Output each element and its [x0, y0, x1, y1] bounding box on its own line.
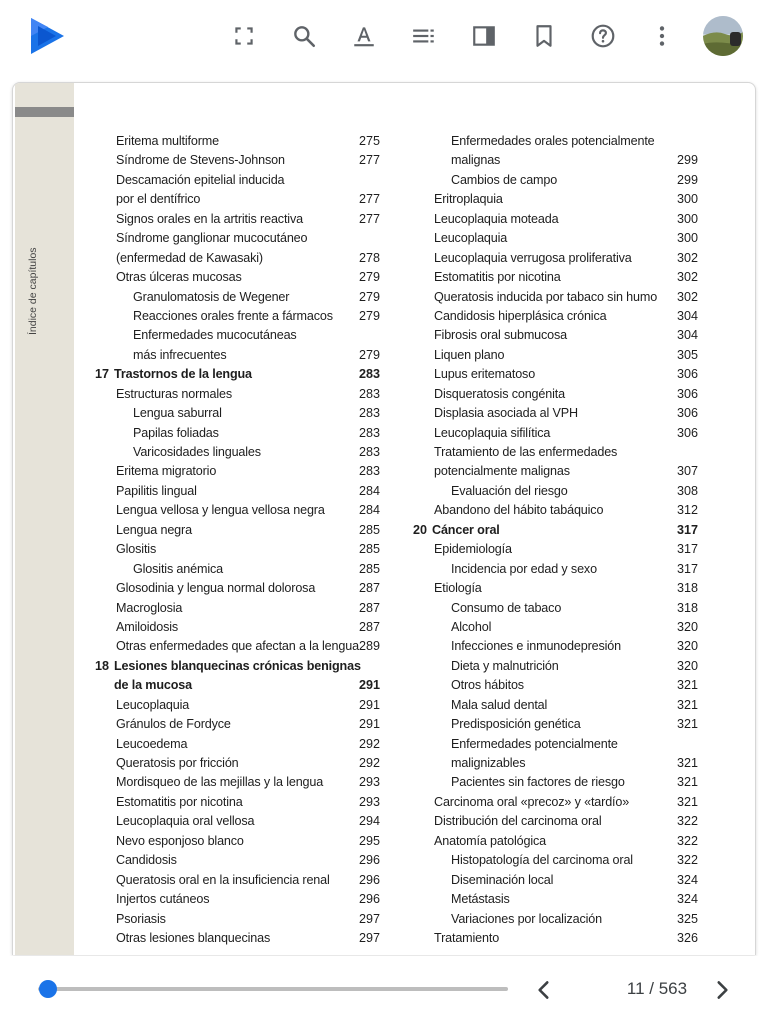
- toc-entry[interactable]: [95, 832, 380, 851]
- toc-entry[interactable]: [413, 249, 698, 268]
- toc-entry[interactable]: [413, 501, 698, 520]
- toc-entry-title: Cáncer oral: [432, 522, 500, 537]
- toc-entry-page: 317: [676, 561, 698, 576]
- text-format-icon: [351, 23, 377, 49]
- toc-entry-title: más infrecuentes: [133, 347, 227, 362]
- toc-entry-page: 321: [676, 794, 698, 809]
- toc-entry-title: Gránulos de Fordyce: [116, 717, 231, 732]
- toc-entry-page: 308: [676, 483, 698, 498]
- toc-entry-page: 284: [358, 483, 380, 498]
- toc-entry-page: 279: [358, 289, 380, 304]
- toc-entry-page: 297: [358, 930, 380, 945]
- toc-entry-page: 296: [358, 853, 380, 868]
- toc-entry-title: Evaluación del riesgo: [451, 483, 568, 498]
- toc-entry-title: Lengua vellosa y lengua vellosa negra: [116, 503, 325, 518]
- toc-entry[interactable]: [413, 424, 698, 443]
- toc-entry[interactable]: [95, 579, 380, 598]
- toc-entry-page: 321: [676, 775, 698, 790]
- toc-entry[interactable]: [95, 326, 380, 345]
- toc-entry-page: 283: [358, 406, 380, 421]
- more-vert-icon: [649, 23, 675, 49]
- toc-entry-title: Queratosis inducida por tabaco sin humo: [434, 289, 658, 304]
- toc-entry-title: Leucoedema: [116, 736, 188, 751]
- toc-entry[interactable]: [413, 871, 698, 890]
- bookmark-icon: [531, 23, 557, 49]
- toc-entry-title: malignizables: [451, 756, 526, 770]
- toc-entry-page: 292: [358, 736, 380, 751]
- toc-entry-page: 291: [358, 717, 380, 732]
- toc-entry[interactable]: [95, 210, 380, 229]
- toc-entry[interactable]: [95, 871, 380, 890]
- toc-chapter-number: 17: [95, 367, 110, 382]
- toc-entry-title: Disqueratosis congénita: [434, 386, 565, 401]
- toc-entry[interactable]: [413, 404, 698, 423]
- toc-entry[interactable]: [95, 929, 380, 948]
- toc-entry-title: Variaciones por localización: [451, 911, 602, 926]
- toc-entry[interactable]: [413, 715, 698, 734]
- toc-entry[interactable]: [95, 618, 380, 637]
- toc-entry-title: Glositis: [116, 542, 157, 557]
- toc-entry-title: Tratamiento: [434, 930, 500, 945]
- toc-entry-page: 279: [358, 308, 380, 323]
- toc-entry-title: Leucoplaquia verrugosa proliferativa: [434, 250, 632, 265]
- toc-entry-page: 305: [676, 347, 698, 362]
- toc-entry-page: 321: [676, 678, 698, 693]
- toc-entry[interactable]: [413, 346, 698, 365]
- toc-entry[interactable]: [413, 851, 698, 870]
- toc-entry-title: Histopatología del carcinoma oral: [451, 853, 633, 868]
- toc-entry-page: 287: [358, 600, 380, 615]
- toc-entry-title: Liquen plano: [434, 347, 505, 362]
- toc-entry[interactable]: [95, 307, 380, 326]
- toc-entry-title: Enfermedades orales potencialmente: [451, 134, 655, 148]
- toc-entry-page: 322: [676, 833, 698, 848]
- toc-entry-title: Displasia asociada al VPH: [434, 406, 578, 421]
- toc-entry-title: Papilitis lingual: [116, 483, 197, 498]
- toc-chapter-number: 18: [95, 658, 110, 673]
- toc-entry[interactable]: [413, 696, 698, 715]
- bottom-navigation-bar: [0, 956, 768, 1024]
- toc-entry-title: de la mucosa: [114, 678, 192, 693]
- toc-entry-page: 312: [676, 503, 698, 518]
- toc-entry-page: 293: [358, 794, 380, 809]
- toc-entry-page: 277: [358, 153, 380, 168]
- toc-entry-title: Nevo esponjoso blanco: [116, 833, 244, 848]
- toc-entry-page: 279: [358, 270, 380, 285]
- help-button[interactable]: [583, 16, 623, 56]
- toc-entry-title: Eritema multiforme: [116, 134, 219, 148]
- toc-entry[interactable]: [413, 754, 698, 773]
- toc-entry-title: Papilas foliadas: [133, 425, 219, 440]
- toc-left-column: [95, 132, 380, 948]
- toc-entry[interactable]: [95, 346, 380, 365]
- toc-entry-title: potencialmente malignas: [434, 464, 570, 479]
- toc-entry-page: 304: [676, 328, 698, 343]
- toc-entry-page: 296: [358, 892, 380, 907]
- toc-entry-title: Leucoplaquia oral vellosa: [116, 814, 255, 829]
- toc-entry[interactable]: [95, 715, 380, 734]
- sidebar-divider: [15, 107, 74, 117]
- toc-entry-title: Candidosis hiperplásica crónica: [434, 308, 607, 323]
- toc-entry-page: 321: [676, 717, 698, 732]
- toc-entry-title: Reacciones orales frente a fármacos: [133, 308, 333, 323]
- toc-entry-title: Infecciones e inmunodepresión: [451, 639, 621, 654]
- toc-entry[interactable]: [95, 560, 380, 579]
- toc-entry-page: 285: [358, 561, 380, 576]
- toc-entry-page: 299: [676, 172, 698, 187]
- toc-entry[interactable]: [95, 890, 380, 909]
- toc-entry-page: 287: [358, 581, 380, 596]
- toc-entry-page: 300: [676, 231, 698, 246]
- play-books-logo-icon[interactable]: [28, 16, 66, 56]
- toc-entry-title: Metástasis: [451, 892, 510, 907]
- toc-entry-page: 325: [676, 911, 698, 926]
- toc-entry[interactable]: [95, 521, 380, 540]
- toc-entry-page: 294: [358, 814, 380, 829]
- toc-entry[interactable]: [95, 229, 380, 248]
- toc-entry-title: Queratosis oral en la insuficiencia renal: [116, 872, 330, 887]
- toc-entry[interactable]: [95, 637, 380, 656]
- toc-entry-page: 283: [358, 464, 380, 479]
- toc-entry[interactable]: [413, 462, 698, 481]
- toc-entry-title: Signos orales en la artritis reactiva: [116, 211, 303, 226]
- toc-entry-page: 322: [676, 853, 698, 868]
- toc-entry-title: Queratosis por fricción: [116, 756, 239, 770]
- toc-entry-title: Etiología: [434, 581, 482, 596]
- toc-entry-page: 318: [676, 581, 698, 596]
- toc-entry[interactable]: [413, 190, 698, 209]
- toc-entry-title: por el dentífrico: [116, 192, 201, 207]
- toc-entry[interactable]: [413, 890, 698, 909]
- contents-icon: [411, 23, 437, 49]
- toc-entry-title: Lengua saburral: [133, 406, 222, 421]
- toc-entry-title: Diseminación local: [451, 872, 554, 887]
- toc-entry-title: Estomatitis por nicotina: [434, 270, 561, 285]
- toc-entry-page: 292: [358, 756, 380, 770]
- toc-entry[interactable]: [95, 385, 380, 404]
- toc-entry-title: Candidosis: [116, 853, 177, 868]
- text-format-button[interactable]: [344, 16, 384, 56]
- toc-entry-title: (enfermedad de Kawasaki): [116, 250, 263, 265]
- toc-entry[interactable]: [413, 599, 698, 618]
- toc-entry[interactable]: [413, 151, 698, 170]
- toc-entry[interactable]: [413, 229, 698, 248]
- toc-entry-title: Granulomatosis de Wegener: [133, 289, 290, 304]
- toc-entry-title: Pacientes sin factores de riesgo: [451, 775, 625, 790]
- sidebar-label: Índice de capítulos: [27, 247, 39, 335]
- toc-entry-title: Síndrome ganglionar mucocutáneo: [116, 231, 308, 246]
- toc-entry-page: 306: [676, 406, 698, 421]
- toc-entry-page: 277: [358, 192, 380, 207]
- chevron-left-icon: [531, 977, 557, 1003]
- toc-entry[interactable]: [95, 696, 380, 715]
- toc-entry[interactable]: [95, 132, 380, 151]
- toc-entry-page: 291: [358, 697, 380, 712]
- toc-entry-page: 302: [676, 250, 698, 265]
- toc-entry-title: Glosodinia y lengua normal dolorosa: [116, 581, 316, 596]
- toc-entry-title: Psoriasis: [116, 911, 166, 926]
- toc-entry-title: malignas: [451, 153, 501, 168]
- chapter-index-sidebar: [15, 83, 74, 955]
- toc-entry-title: Amiloidosis: [116, 619, 179, 634]
- toc-entry-title: Mordisqueo de las mejillas y la lengua: [116, 775, 324, 790]
- toc-entry-page: 324: [676, 892, 698, 907]
- toc-entry[interactable]: [95, 812, 380, 831]
- bookmark-button[interactable]: [524, 16, 564, 56]
- toc-entry-title: Lengua negra: [116, 522, 192, 537]
- toc-entry[interactable]: [95, 443, 380, 462]
- toc-entry-title: Otras úlceras mucosas: [116, 270, 242, 285]
- toc-entry-page: 285: [358, 542, 380, 557]
- toc-chapter-heading[interactable]: [95, 365, 380, 384]
- page-indicator: 11 / 563: [626, 979, 688, 998]
- toc-entry[interactable]: [95, 424, 380, 443]
- toc-entry[interactable]: [413, 210, 698, 229]
- toc-entry[interactable]: [95, 190, 380, 209]
- toc-entry-title: Descamación epitelial inducida: [116, 172, 285, 187]
- toc-entry-page: 278: [358, 250, 380, 265]
- slider-thumb[interactable]: [39, 980, 57, 998]
- toc-entry-title: Distribución del carcinoma oral: [434, 814, 602, 829]
- top-toolbar: [0, 0, 768, 72]
- toc-entry-page: 295: [358, 833, 380, 848]
- search-icon: [291, 23, 317, 49]
- page-progress-slider[interactable]: [38, 987, 508, 991]
- toc-entry[interactable]: [95, 501, 380, 520]
- two-page-view-icon: [471, 23, 497, 49]
- toc-entry[interactable]: [413, 637, 698, 656]
- toc-entry-title: Otras lesiones blanquecinas: [116, 930, 271, 945]
- toc-entry-page: 283: [358, 445, 380, 459]
- toc-entry-page: 302: [676, 270, 698, 285]
- help-icon: [590, 23, 616, 49]
- toc-entry-page: 283: [358, 386, 380, 401]
- toc-entry-page: 293: [358, 775, 380, 790]
- toc-entry-page: 306: [676, 425, 698, 440]
- toc-entry-page: 300: [676, 192, 698, 207]
- toc-entry-title: Lesiones blanquecinas crónicas benignas: [114, 658, 361, 673]
- toc-entry[interactable]: [95, 462, 380, 481]
- toc-entry-page: 317: [676, 542, 698, 557]
- two-page-view-button[interactable]: [464, 16, 504, 56]
- toc-entry[interactable]: [95, 404, 380, 423]
- toc-entry-title: Varicosidades linguales: [133, 445, 261, 459]
- toc-entry-title: Glositis anémica: [133, 561, 223, 576]
- toc-entry-page: 300: [676, 211, 698, 226]
- toc-entry-page: 279: [358, 347, 380, 362]
- toc-entry-page: 318: [676, 600, 698, 615]
- toc-entry[interactable]: [413, 812, 698, 831]
- toc-entry-page: 299: [676, 153, 698, 168]
- toc-entry[interactable]: [413, 307, 698, 326]
- toc-entry-title: Leucoplaquia: [434, 231, 508, 246]
- toc-entry[interactable]: [95, 482, 380, 501]
- toc-entry-page: 321: [676, 697, 698, 712]
- toc-entry[interactable]: [95, 151, 380, 170]
- fullscreen-button[interactable]: [224, 16, 264, 56]
- toc-entry-page: 283: [358, 367, 380, 382]
- toc-entry-title: Trastornos de la lengua: [114, 367, 252, 382]
- toc-entry[interactable]: [413, 560, 698, 579]
- toc-entry[interactable]: [413, 773, 698, 792]
- toc-entry-page: 320: [676, 619, 698, 634]
- toc-entry[interactable]: [413, 385, 698, 404]
- toc-entry-page: 307: [676, 464, 698, 479]
- toc-entry-title: Enfermedades potencialmente: [451, 736, 618, 751]
- toc-entry-title: Eritroplaquia: [434, 192, 503, 207]
- toc-entry[interactable]: [413, 735, 698, 754]
- toc-entry-title: Anatomía patológica: [434, 833, 546, 848]
- avatar[interactable]: [703, 16, 743, 56]
- toc-entry[interactable]: [95, 910, 380, 929]
- toc-entry-page: 287: [358, 619, 380, 634]
- toc-entry-page: 285: [358, 522, 380, 537]
- fullscreen-icon: [231, 23, 257, 49]
- toc-entry[interactable]: [413, 132, 698, 151]
- toc-entry[interactable]: [95, 599, 380, 618]
- toc-entry[interactable]: [413, 268, 698, 287]
- toc-entry-title: Estructuras normales: [116, 386, 232, 401]
- toc-chapter-heading[interactable]: [413, 521, 698, 540]
- toc-entry-title: Fibrosis oral submucosa: [434, 328, 568, 343]
- toc-entry[interactable]: [413, 365, 698, 384]
- toc-entry-page: 277: [358, 211, 380, 226]
- toc-entry-page: 306: [676, 367, 698, 382]
- toc-entry[interactable]: [413, 579, 698, 598]
- toc-entry[interactable]: [413, 657, 698, 676]
- toc-entry[interactable]: [413, 793, 698, 812]
- toc-entry-title: Consumo de tabaco: [451, 600, 562, 615]
- toc-entry[interactable]: [413, 482, 698, 501]
- toc-entry[interactable]: [95, 773, 380, 792]
- toc-entry-title: Otras enfermedades que afectan a la lengua: [116, 639, 359, 654]
- more-options-button[interactable]: [642, 16, 682, 56]
- toc-entry-title: Epidemiología: [434, 542, 512, 557]
- toc-entry-title: Leucoplaquia sifilítica: [434, 425, 551, 440]
- toc-entry[interactable]: [413, 288, 698, 307]
- toc-entry[interactable]: [95, 288, 380, 307]
- toc-entry-title: Síndrome de Stevens-Johnson: [116, 153, 285, 168]
- toc-entry[interactable]: [413, 676, 698, 695]
- toc-entry-title: Predisposición genética: [451, 717, 581, 732]
- toc-entry[interactable]: [413, 443, 698, 462]
- toc-entry[interactable]: [413, 832, 698, 851]
- toc-entry-title: Leucoplaquia: [116, 697, 190, 712]
- toc-entry-title: Mala salud dental: [451, 697, 548, 712]
- toc-entry[interactable]: [413, 540, 698, 559]
- toc-entry-title: Lupus eritematoso: [434, 367, 536, 382]
- toc-entry-page: 322: [676, 814, 698, 829]
- toc-chapter-heading[interactable]: [95, 676, 380, 695]
- toc-entry-page: 324: [676, 872, 698, 887]
- toc-entry[interactable]: [95, 735, 380, 754]
- toc-chapter-number: 20: [413, 522, 428, 537]
- toc-entry[interactable]: [95, 249, 380, 268]
- toc-entry-page: 289: [358, 639, 380, 654]
- toc-entry-title: Tratamiento de las enfermedades: [434, 445, 618, 459]
- toc-entry-page: 304: [676, 308, 698, 323]
- toc-entry-title: Leucoplaquia moteada: [434, 211, 559, 226]
- toc-entry[interactable]: [413, 929, 698, 948]
- toc-entry-title: Enfermedades mucocutáneas: [133, 328, 297, 343]
- chevron-right-icon: [709, 977, 735, 1003]
- next-page-button[interactable]: [706, 974, 738, 1006]
- toc-entry[interactable]: [95, 851, 380, 870]
- toc-entry[interactable]: [413, 618, 698, 637]
- toc-entry-page: 283: [358, 425, 380, 440]
- contents-button[interactable]: [404, 16, 444, 56]
- toc-entry[interactable]: [413, 910, 698, 929]
- toc-entry-page: 320: [676, 639, 698, 654]
- toc-right-column: [413, 132, 698, 948]
- toc-entry[interactable]: [95, 793, 380, 812]
- toc-entry[interactable]: [413, 171, 698, 190]
- toc-entry-title: Incidencia por edad y sexo: [451, 561, 597, 576]
- toc-entry[interactable]: [95, 754, 380, 773]
- toc-entry[interactable]: [95, 268, 380, 287]
- toc-entry-page: 302: [676, 289, 698, 304]
- toc-entry-title: Cambios de campo: [451, 172, 558, 187]
- search-button[interactable]: [284, 16, 324, 56]
- book-page: [12, 82, 756, 955]
- toc-entry-page: 275: [358, 134, 380, 148]
- toc-entry-title: Carcinoma oral «precoz» y «tardío»: [434, 794, 630, 809]
- toc-entry[interactable]: [95, 171, 380, 190]
- toc-entry-page: 306: [676, 386, 698, 401]
- toc-entry-page: 284: [358, 503, 380, 518]
- toc-entry[interactable]: [413, 326, 698, 345]
- toc-entry-page: 326: [676, 930, 698, 945]
- toc-entry-title: Eritema migratorio: [116, 464, 217, 479]
- toc-entry-title: Estomatitis por nicotina: [116, 794, 243, 809]
- toc-entry-page: 317: [676, 522, 698, 537]
- toc-entry[interactable]: [95, 540, 380, 559]
- toc-entry-page: 297: [358, 911, 380, 926]
- toc-entry-title: Dieta y malnutrición: [451, 658, 559, 673]
- toc-entry-title: Otros hábitos: [451, 678, 524, 693]
- toc-entry-title: Alcohol: [451, 619, 492, 634]
- toc-chapter-heading[interactable]: [95, 657, 380, 676]
- toc-entry-title: Injertos cutáneos: [116, 892, 210, 907]
- toc-entry-page: 320: [676, 658, 698, 673]
- toc-entry-title: Macroglosia: [116, 600, 183, 615]
- toc-entry-title: Abandono del hábito tabáquico: [434, 503, 604, 518]
- previous-page-button[interactable]: [528, 974, 560, 1006]
- toc-entry-page: 291: [358, 678, 380, 693]
- toc-entry-page: 321: [676, 756, 698, 770]
- toc-entry-page: 296: [358, 872, 380, 887]
